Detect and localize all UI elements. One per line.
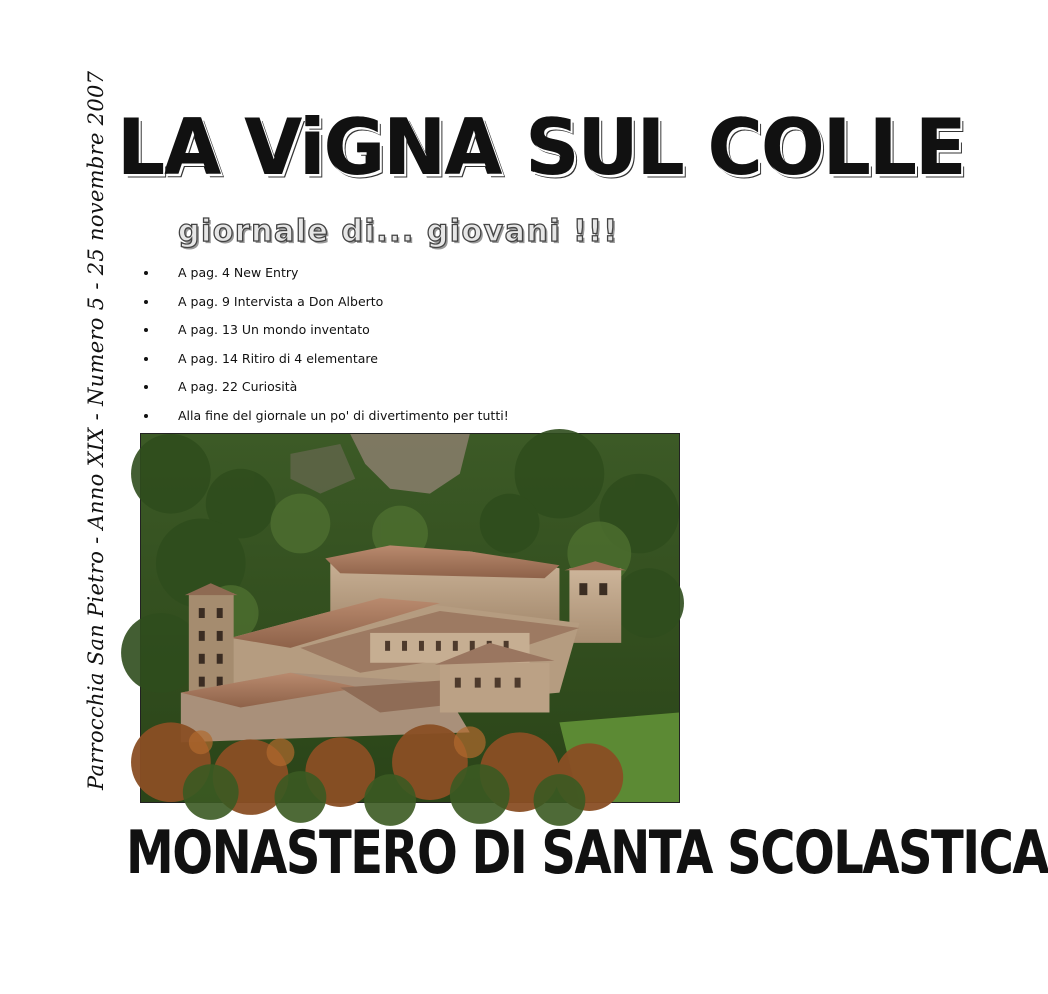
contents-item-label: A pag. 13 Un mondo inventato [178, 322, 370, 337]
bullet-icon [144, 357, 148, 361]
bullet-icon [144, 271, 148, 275]
contents-item [140, 291, 700, 320]
monastery-photo [140, 433, 680, 803]
issue-info-vertical: Parrocchia San Pietro - Anno XIX - Numero 5 - 25 novembre 2007 [84, 70, 108, 790]
contents-item [140, 319, 700, 348]
cover-headline: MONASTERO DI SANTA SCOLASTICA [126, 818, 1048, 888]
contents-item [140, 348, 700, 377]
contents-item [140, 376, 700, 405]
monastery-illustration [141, 434, 679, 802]
contents-item-label: A pag. 14 Ritiro di 4 elementare [178, 350, 378, 366]
masthead-title: LA ViGNA SUL COLLE [118, 102, 966, 194]
contents-item [140, 262, 700, 291]
contents-item-label: Alla fine del giornale un po' di divertimento per tutti! [178, 407, 509, 423]
contents-item-label: A pag. 9 Intervista a Don Alberto [178, 293, 384, 309]
contents-list [140, 262, 700, 433]
contents-item-label: A pag. 22 Curiosità [178, 379, 298, 394]
bullet-icon [144, 300, 148, 304]
masthead-subtitle: giornale di... giovani !!! [178, 214, 619, 249]
bullet-icon [144, 385, 148, 389]
bullet-icon [144, 328, 148, 332]
bullet-icon [144, 414, 148, 418]
contents-item [140, 405, 700, 434]
contents-item-label: A pag. 4 New Entry [178, 265, 299, 280]
